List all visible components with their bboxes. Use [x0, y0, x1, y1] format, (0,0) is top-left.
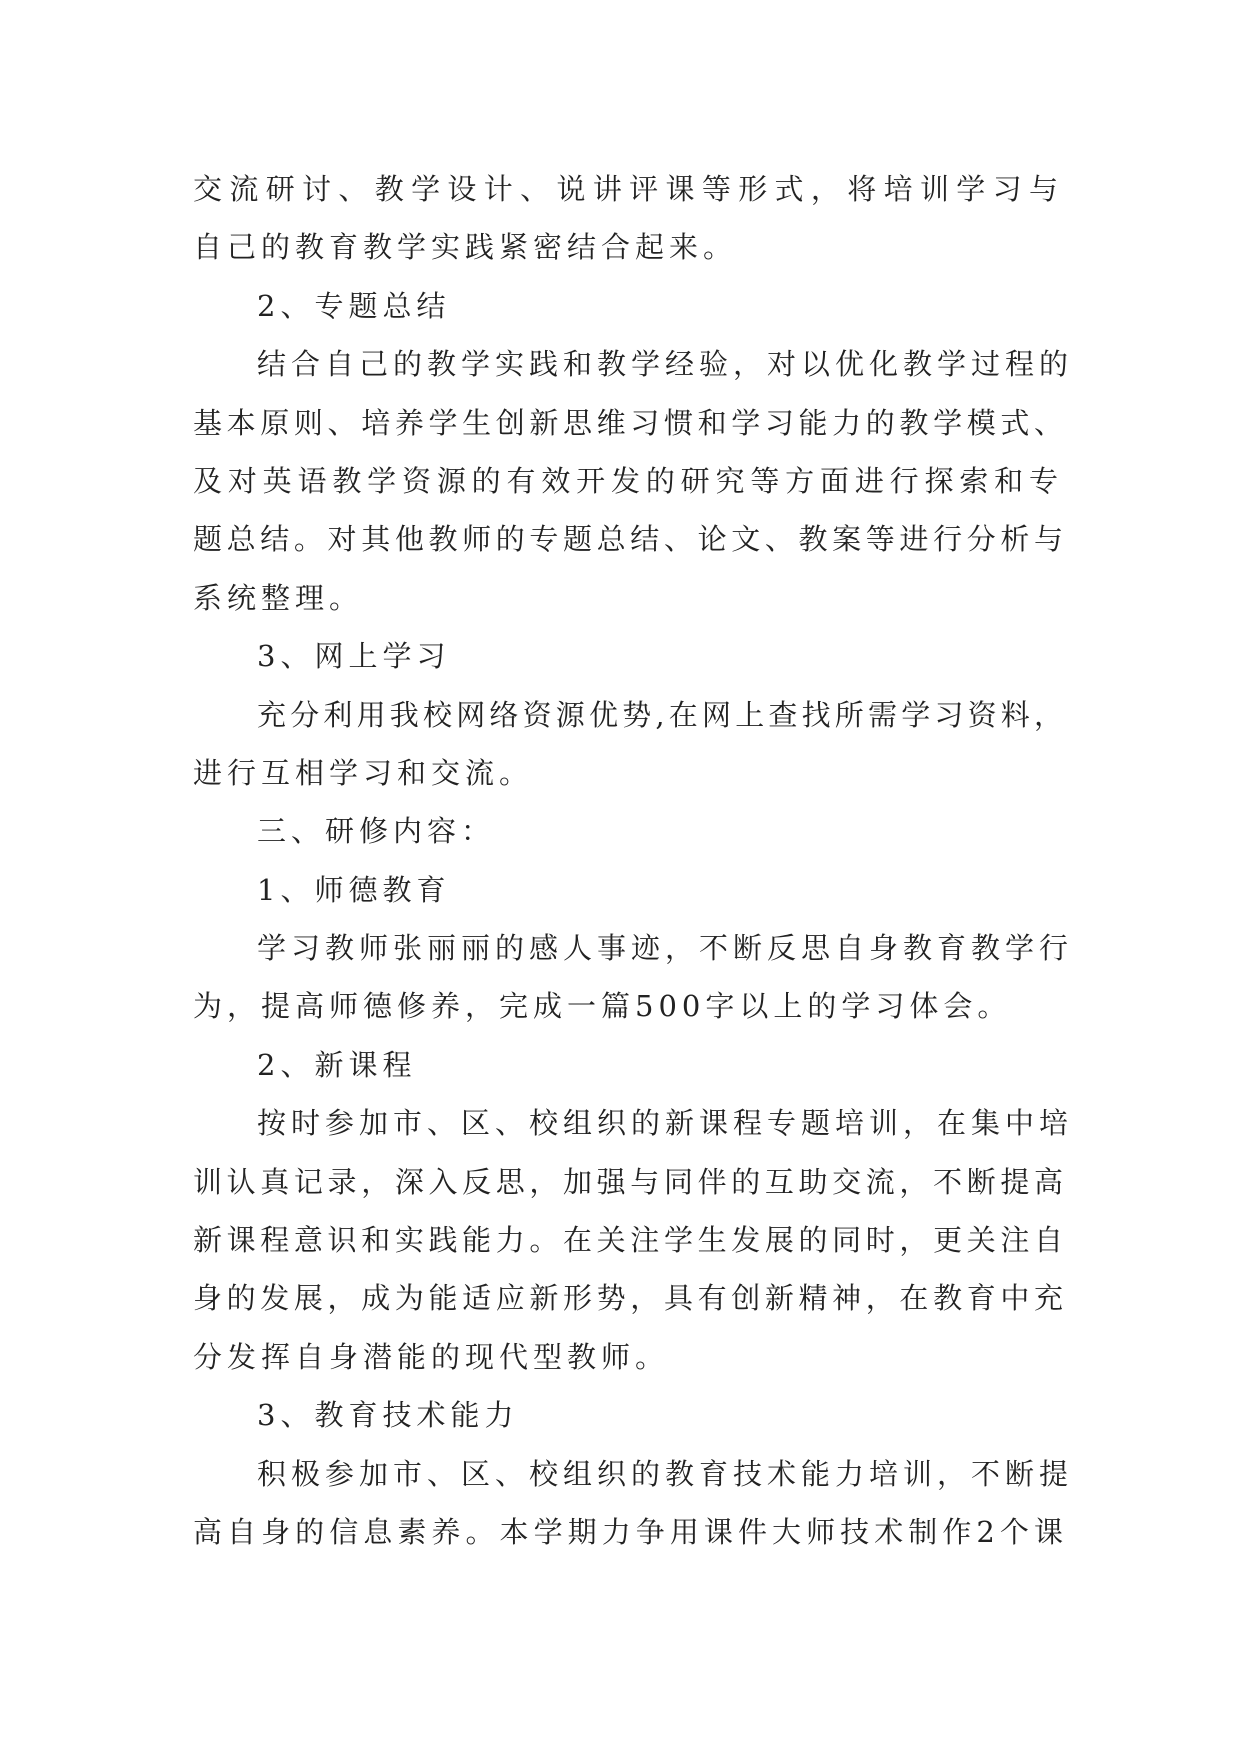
paragraph	[193, 335, 1074, 627]
section-heading: 2、新课程	[257, 1047, 417, 1082]
text-line: 新课程意识和实践能力。在关注学生发展的同时，更关注自	[193, 1223, 1063, 1258]
text-line: 高自身的信息素养。本学期力争用课件大师技术制作2个课	[193, 1514, 1063, 1549]
text-line: 充分利用我校网络资源优势,在网上查找所需学习资料，	[257, 697, 1063, 732]
text-line: 及对英语教学资源的有效开发的研究等方面进行探索和专	[193, 463, 1063, 498]
text-line: 基本原则、培养学生创新思维习惯和学习能力的教学模式、	[193, 405, 1063, 440]
text-line: 结合自己的教学实践和教学经验，对以优化教学过程的	[257, 347, 1074, 382]
text-line: 系统整理。	[193, 580, 364, 615]
text-line: 身的发展，成为能适应新形势，具有创新精神，在教育中充	[193, 1281, 1063, 1316]
text-line: 分发挥自身潜能的现代型教师。	[193, 1339, 670, 1374]
text-line: 学习教师张丽丽的感人事迹，不断反思自身教育教学行	[257, 931, 1074, 966]
paragraph	[193, 1094, 1074, 1386]
text-line: 按时参加市、区、校组织的新课程专题培训，在集中培	[257, 1106, 1074, 1141]
text-line: 进行互相学习和交流。	[193, 755, 534, 790]
paragraph	[193, 1445, 1074, 1562]
section-heading: 1、师德教育	[257, 872, 451, 907]
paragraph	[193, 919, 1074, 1036]
paragraph	[193, 686, 1063, 803]
section-heading: 3、教育技术能力	[257, 1398, 519, 1433]
section-heading: 2、专题总结	[257, 288, 451, 323]
section-heading: 三、研修内容：	[257, 814, 496, 849]
text-line: 为，提高师德修养，完成一篇500字以上的学习体会。	[193, 989, 1012, 1024]
section-heading: 3、网上学习	[257, 639, 451, 674]
text-line: 自己的教育教学实践紧密结合起来。	[193, 230, 738, 265]
text-line: 题总结。对其他教师的专题总结、论文、教案等进行分析与	[193, 522, 1063, 557]
text-line: 交流研讨、教学设计、说讲评课等形式，将培训学习与	[193, 172, 1063, 206]
paragraph	[193, 160, 1063, 277]
text-line: 积极参加市、区、校组织的教育技术能力培训，不断提	[257, 1456, 1074, 1491]
document-body	[193, 160, 1074, 1561]
text-line: 训认真记录，深入反思，加强与同伴的互助交流，不断提高	[193, 1164, 1063, 1199]
